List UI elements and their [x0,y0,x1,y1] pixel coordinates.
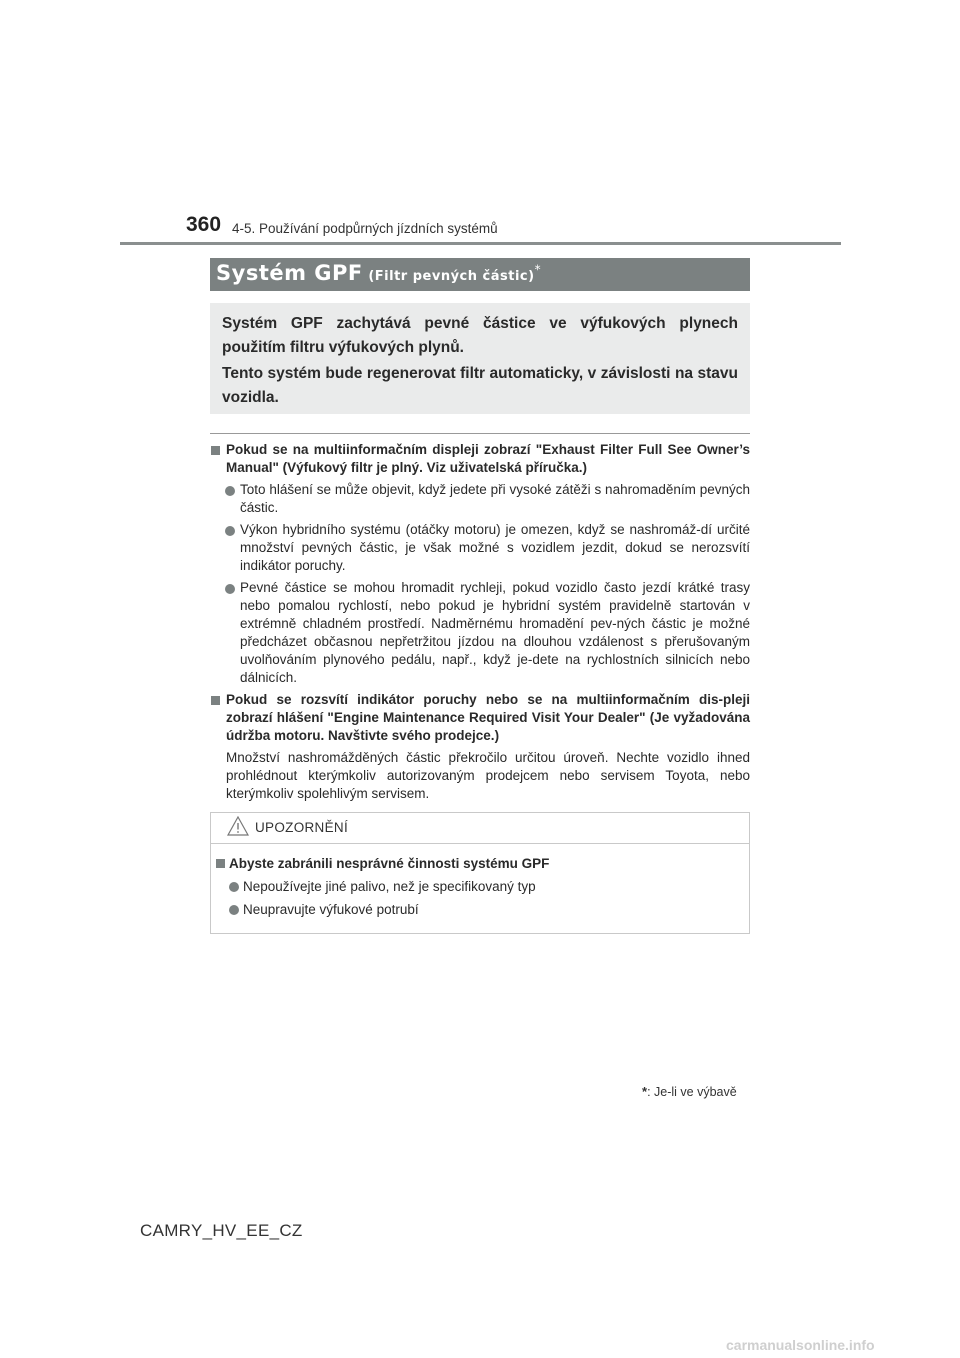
section-label: 4-5. Používání podpůrných jízdních systémů [232,221,498,236]
footnote-asterisk: * [642,1084,648,1099]
caution-heading-text: Abyste zabránili nesprávné činnosti systému GPF [229,856,550,871]
caution-body [215,855,743,924]
caution-title: UPOZORNĚNÍ [255,820,349,835]
dot-bullet-icon [229,882,239,892]
title-subtitle: (Filtr pevných částic) [368,269,535,284]
title-asterisk: * [534,262,541,277]
list-item-text: Výkon hybridního systému (otáčky motoru) je omezen, když se nashromáž-dí určité množství pevných částic, je však možné s vozidlem jezdit, dokud se nerozsvítí indikátor poruchy. [240,522,750,573]
section-heading [210,691,750,745]
caution-box [210,812,750,934]
caution-heading [215,855,743,873]
footnote [642,1084,737,1099]
list-item-text: Toto hlášení se může objevit, když jedete při vysoké zátěži s nahromaděním pevných částic. [240,482,750,515]
caution-item-text: Neupravujte výfukové potrubí [243,902,419,917]
caution-header [211,813,749,844]
warning-triangle-icon [227,816,249,836]
caution-list-item [215,901,743,919]
section-paragraph: Množství nashromážděných částic překročilo určitou úroveň. Nechte vozidlo ihned prohlédnout kterýmkoliv autorizovaným prodejcem nebo servisem Toyota, nebo kterýmkoliv spolehlivým servisem. [226,750,750,801]
list-item [210,579,750,687]
square-bullet-icon [211,696,220,705]
list-item-text: Pevné částice se mohou hromadit rychleji, pokud vozidlo často jezdí krátké trasy nebo pomalou rychlostí, nebo pokud je hybridní systém pravidelně startován v extrémně chladném prostředí. Nadměrnému hromadění pev-ných částic je možné předcházet občasnou nepřetržitou jízdou na dlouhou vzdálenost s přerušovaným uvolňováním plynového pedálu, např., když je-dete na rychlostních silnicích nebo dálnicích. [240,580,750,685]
page-title [216,261,541,285]
square-bullet-icon [216,859,225,868]
intro-paragraph: Systém GPF zachytává pevné částice ve výfukových plynech použitím filtru výfukových plynů. [222,315,738,356]
section-heading-text: Pokud se rozsvítí indikátor poruchy nebo se na multiinformačním dis-pleji zobrazí hlášení "Engine Maintenance Required Visit Your Dealer" (Je vyžadována údržba motoru. Navštivte svého prodejce.) [226,692,750,743]
dot-bullet-icon [229,905,239,915]
intro-paragraph: Tento systém bude regenerovat filtr automaticky, v závislosti na stavu vozidla. [222,365,738,406]
intro-box [210,303,750,414]
document-code: CAMRY_HV_EE_CZ [140,1221,303,1240]
section-heading-text: Pokud se na multiinformačním displeji zobrazí "Exhaust Filter Full See Owner’s Manual" (Výfukový filtr je plný. Viz uživatelská příručka.) [226,442,750,475]
dot-bullet-icon [225,486,235,496]
watermark: carmanualsonline.info [726,1337,875,1353]
section-heading [210,441,750,477]
content [210,441,750,807]
caution-item-text: Nepoužívejte jiné palivo, než je specifikovaný typ [243,879,536,894]
square-bullet-icon [211,446,220,455]
title-main: Systém GPF [216,261,363,285]
list-item [210,521,750,575]
dot-bullet-icon [225,526,235,536]
dot-bullet-icon [225,584,235,594]
header-rule [120,242,841,245]
footnote-text: : Je-li ve výbavě [647,1085,737,1099]
caution-list-item [215,878,743,896]
title-bar [210,258,750,291]
page-number: 360 [186,213,222,236]
body-rule [210,433,750,434]
list-item [210,481,750,517]
